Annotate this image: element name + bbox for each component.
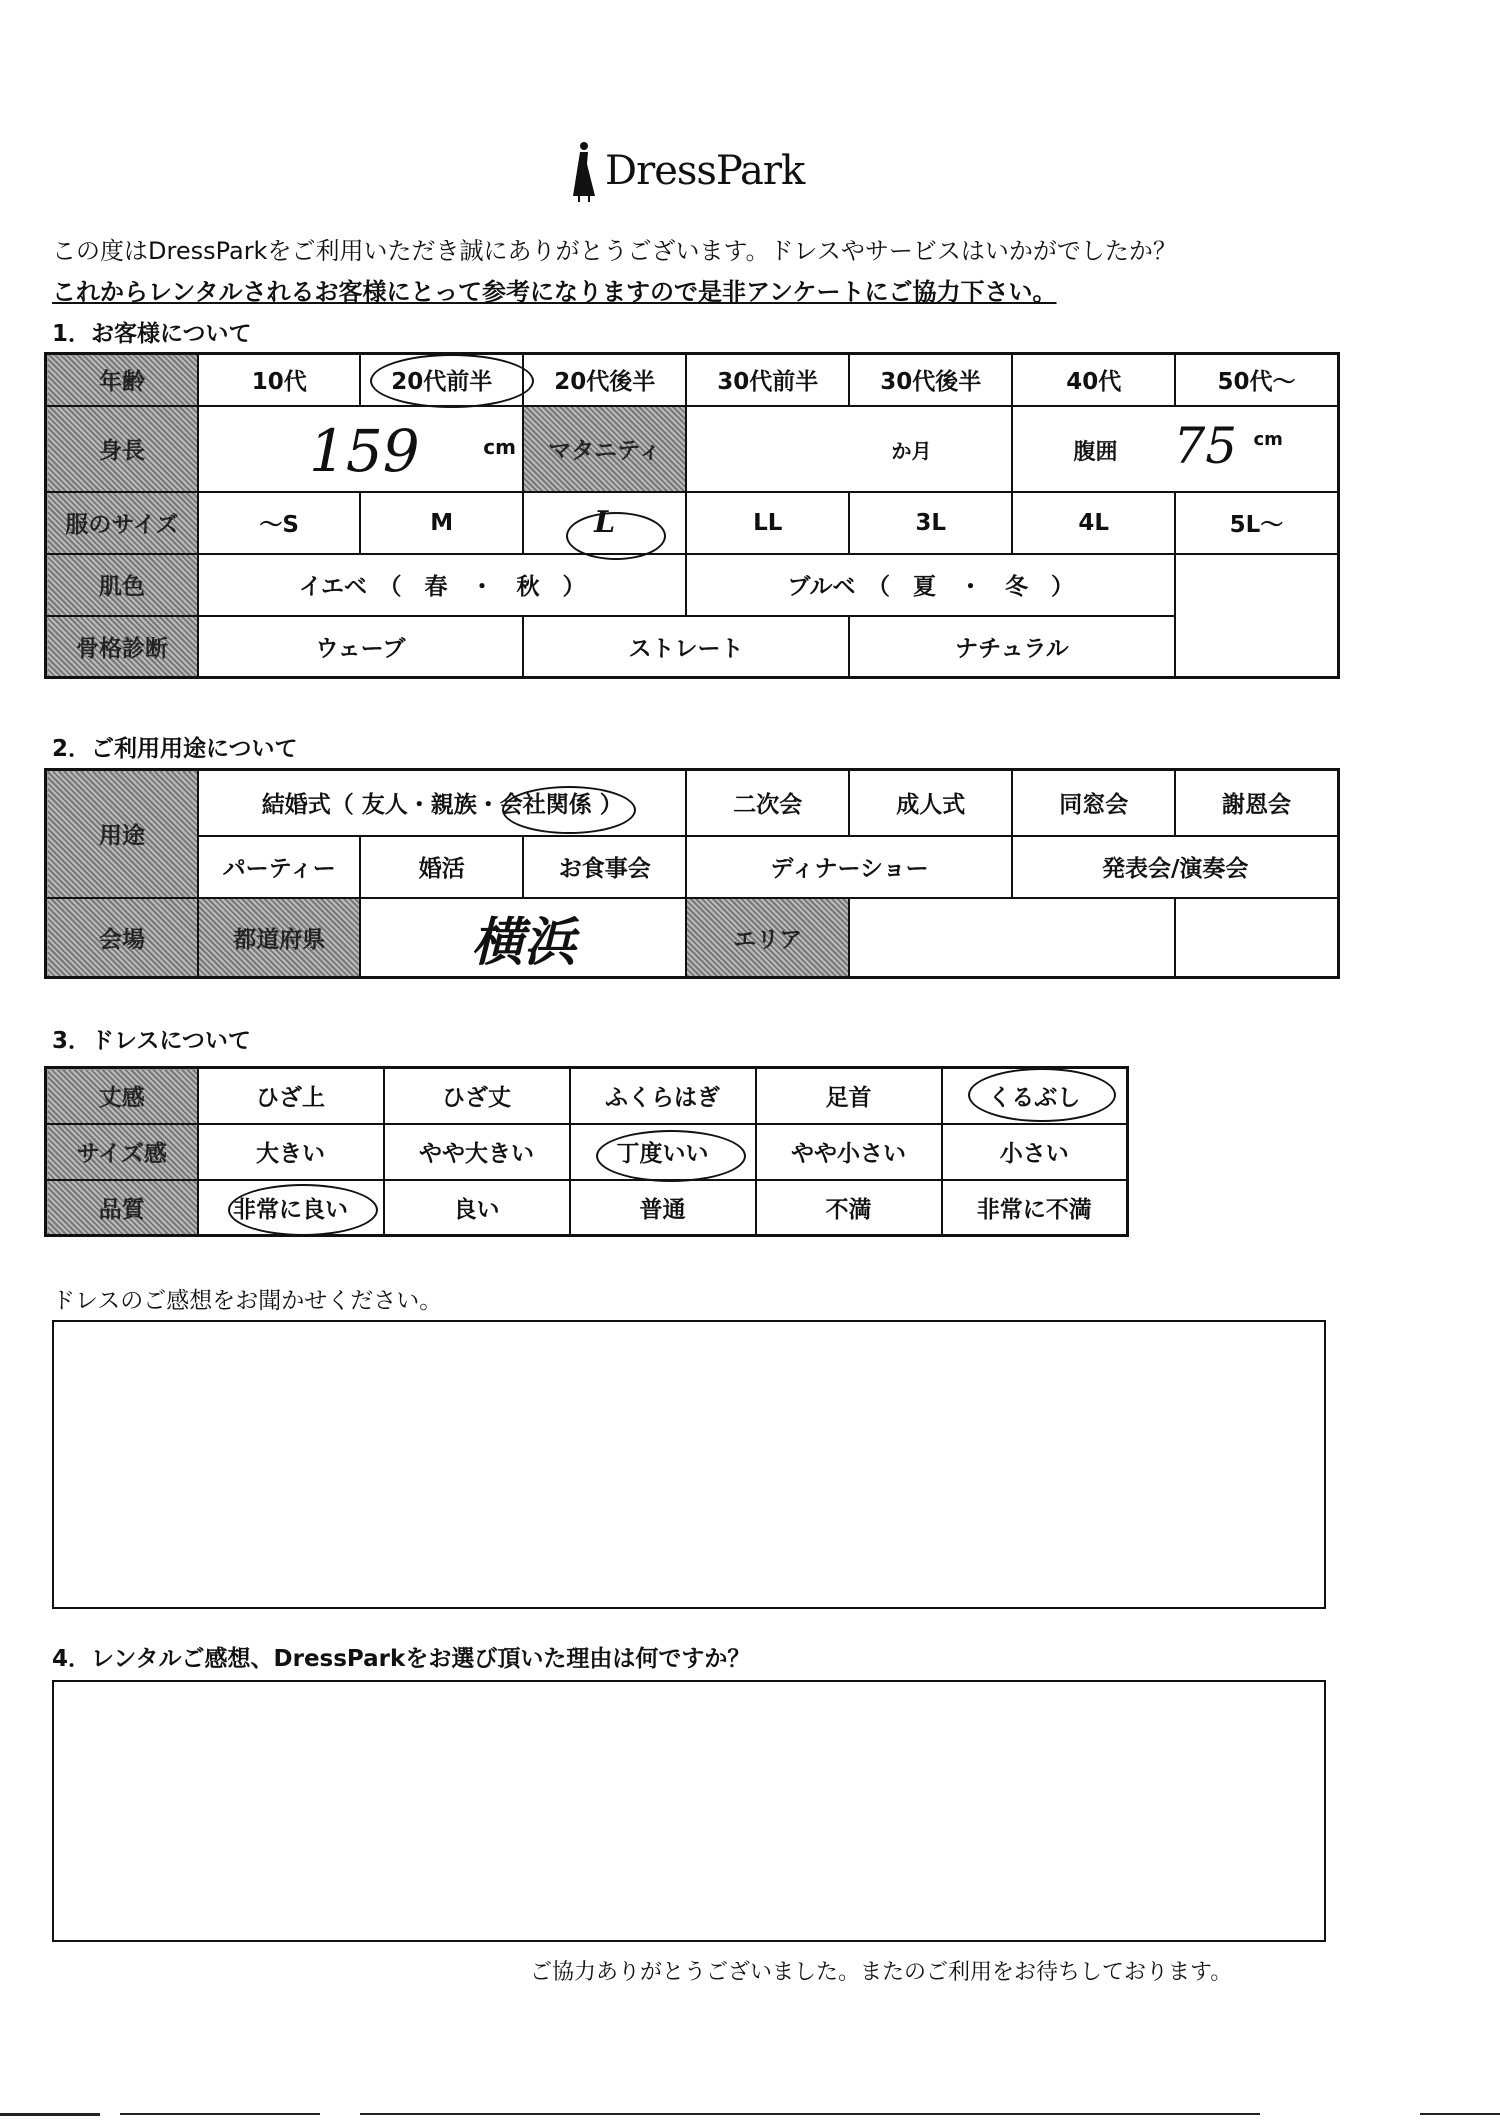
cut-mark (120, 2113, 320, 2115)
usage-row-1 (46, 770, 1339, 836)
size-option[interactable]: 5L～ (1175, 492, 1339, 554)
age-option[interactable]: 10代 (198, 354, 361, 406)
size-option[interactable]: LL (686, 492, 849, 554)
waist-unit: cm (1253, 428, 1283, 450)
use-option[interactable]: お食事会 (523, 836, 687, 898)
quality-option[interactable]: 普通 (570, 1180, 756, 1236)
height-unit: cm (483, 434, 516, 459)
section4-title: 4．レンタルご感想、DressParkをお選び頂いた理由は何ですか？ (52, 1646, 751, 1672)
usage-row-2 (46, 836, 1339, 898)
quality-option[interactable]: 不満 (756, 1180, 942, 1236)
wedding-option[interactable]: 結婚式（ 友人・親族・会社関係 ） (198, 770, 687, 836)
section1-title: 1．お客様について (52, 321, 252, 347)
use-option[interactable]: 同窓会 (1012, 770, 1175, 836)
fit-option[interactable]: 丁度いい (570, 1124, 756, 1180)
recital-option[interactable]: 発表会/演奏会 (1012, 836, 1338, 898)
age-option[interactable]: 20代後半 (523, 354, 687, 406)
length-option[interactable]: ひざ丈 (384, 1068, 570, 1124)
use-label: 用途 (46, 770, 198, 898)
section3-title: 3．ドレスについて (52, 1028, 251, 1054)
length-option[interactable]: 足首 (756, 1068, 942, 1124)
maternity-label: マタニティ (523, 406, 687, 492)
dress-silhouette-icon (569, 140, 599, 204)
area-label: エリア (686, 898, 849, 978)
fit-option[interactable]: 小さい (942, 1124, 1128, 1180)
prefecture-label: 都道府県 (198, 898, 361, 978)
maternity-unit: か月 (891, 438, 932, 463)
use-option[interactable]: 成人式 (849, 770, 1013, 836)
intro-line-1: この度はDressParkをご利用いただき誠にありがとうございます。ドレスやサービスはいかがでしたか？ (52, 237, 1177, 265)
size-row (46, 492, 1339, 554)
dresspark-logo (565, 140, 805, 204)
age-label: 年齢 (46, 354, 198, 406)
quality-row (46, 1180, 1128, 1236)
length-row (46, 1068, 1128, 1124)
empty-cell (1175, 554, 1339, 616)
reason-textarea[interactable] (52, 1680, 1326, 1942)
bone-label: 骨格診断 (46, 616, 198, 678)
maternity-field[interactable] (686, 406, 1012, 492)
waist-value: 75 (1173, 416, 1238, 475)
height-label: 身長 (46, 406, 198, 492)
size-option[interactable]: L (523, 492, 687, 554)
waist-field[interactable] (1012, 406, 1338, 492)
length-option[interactable]: くるぶし (942, 1068, 1128, 1124)
bone-option[interactable]: ウェーブ (198, 616, 523, 678)
use-option[interactable]: 謝恩会 (1175, 770, 1339, 836)
bone-option[interactable]: ナチュラル (849, 616, 1175, 678)
bone-option[interactable]: ストレート (523, 616, 849, 678)
customer-table (44, 352, 1340, 679)
fit-label: サイズ感 (46, 1124, 198, 1180)
size-option[interactable]: 3L (849, 492, 1013, 554)
length-label: 丈感 (46, 1068, 198, 1124)
empty-cell (1175, 898, 1339, 978)
use-option[interactable]: パーティー (198, 836, 361, 898)
fit-option[interactable]: やや大きい (384, 1124, 570, 1180)
use-option[interactable]: 二次会 (686, 770, 849, 836)
area-field[interactable] (849, 898, 1175, 978)
skin-row (46, 554, 1339, 616)
empty-cell (1175, 616, 1339, 678)
fit-option[interactable]: 大きい (198, 1124, 384, 1180)
dress-table (44, 1066, 1129, 1237)
waist-label: 腹囲 (1073, 439, 1118, 465)
cut-mark (0, 2113, 100, 2116)
size-option[interactable]: 4L (1012, 492, 1175, 554)
bone-row (46, 616, 1339, 678)
size-label: 服のサイズ (46, 492, 198, 554)
venue-label: 会場 (46, 898, 198, 978)
fit-row (46, 1124, 1128, 1180)
cut-mark (360, 2113, 1260, 2115)
length-option[interactable]: ふくらはぎ (570, 1068, 756, 1124)
use-option[interactable]: 婚活 (360, 836, 523, 898)
quality-label: 品質 (46, 1180, 198, 1236)
age-option[interactable]: 30代後半 (849, 354, 1013, 406)
impression-prompt: ドレスのご感想をお聞かせください。 (52, 1288, 443, 1314)
size-option[interactable]: M (360, 492, 523, 554)
height-row (46, 406, 1339, 492)
impression-textarea[interactable] (52, 1320, 1326, 1609)
venue-row (46, 898, 1339, 978)
height-value: 159 (308, 416, 420, 485)
age-option[interactable]: 20代前半 (360, 354, 523, 406)
age-option[interactable]: 50代～ (1175, 354, 1339, 406)
cut-mark (1420, 2113, 1500, 2115)
fit-option[interactable]: やや小さい (756, 1124, 942, 1180)
logo-text: DressPark (605, 148, 805, 194)
quality-option[interactable]: 良い (384, 1180, 570, 1236)
footer-thanks: ご協力ありがとうございました。またのご利用をお待ちしております。 (530, 1960, 1233, 1985)
size-option[interactable]: ～S (198, 492, 361, 554)
dinner-show-option[interactable]: ディナーショー (686, 836, 1012, 898)
length-option[interactable]: ひざ上 (198, 1068, 384, 1124)
skin-yellow-option[interactable]: イエベ （ 春 ・ 秋 ） (198, 554, 687, 616)
age-option[interactable]: 40代 (1012, 354, 1175, 406)
skin-label: 肌色 (46, 554, 198, 616)
skin-blue-option[interactable]: ブルベ （ 夏 ・ 冬 ） (686, 554, 1175, 616)
quality-option[interactable]: 非常に不満 (942, 1180, 1128, 1236)
section2-title: 2．ご利用用途について (52, 736, 298, 762)
height-field[interactable] (198, 406, 523, 492)
quality-option[interactable]: 非常に良い (198, 1180, 384, 1236)
usage-table (44, 768, 1340, 979)
age-option[interactable]: 30代前半 (686, 354, 849, 406)
age-row (46, 354, 1339, 406)
prefecture-field[interactable]: 横浜 (360, 898, 686, 978)
intro-line-2: これからレンタルされるお客様にとって参考になりますので是非アンケートにご協力下さい。 (52, 278, 1057, 306)
